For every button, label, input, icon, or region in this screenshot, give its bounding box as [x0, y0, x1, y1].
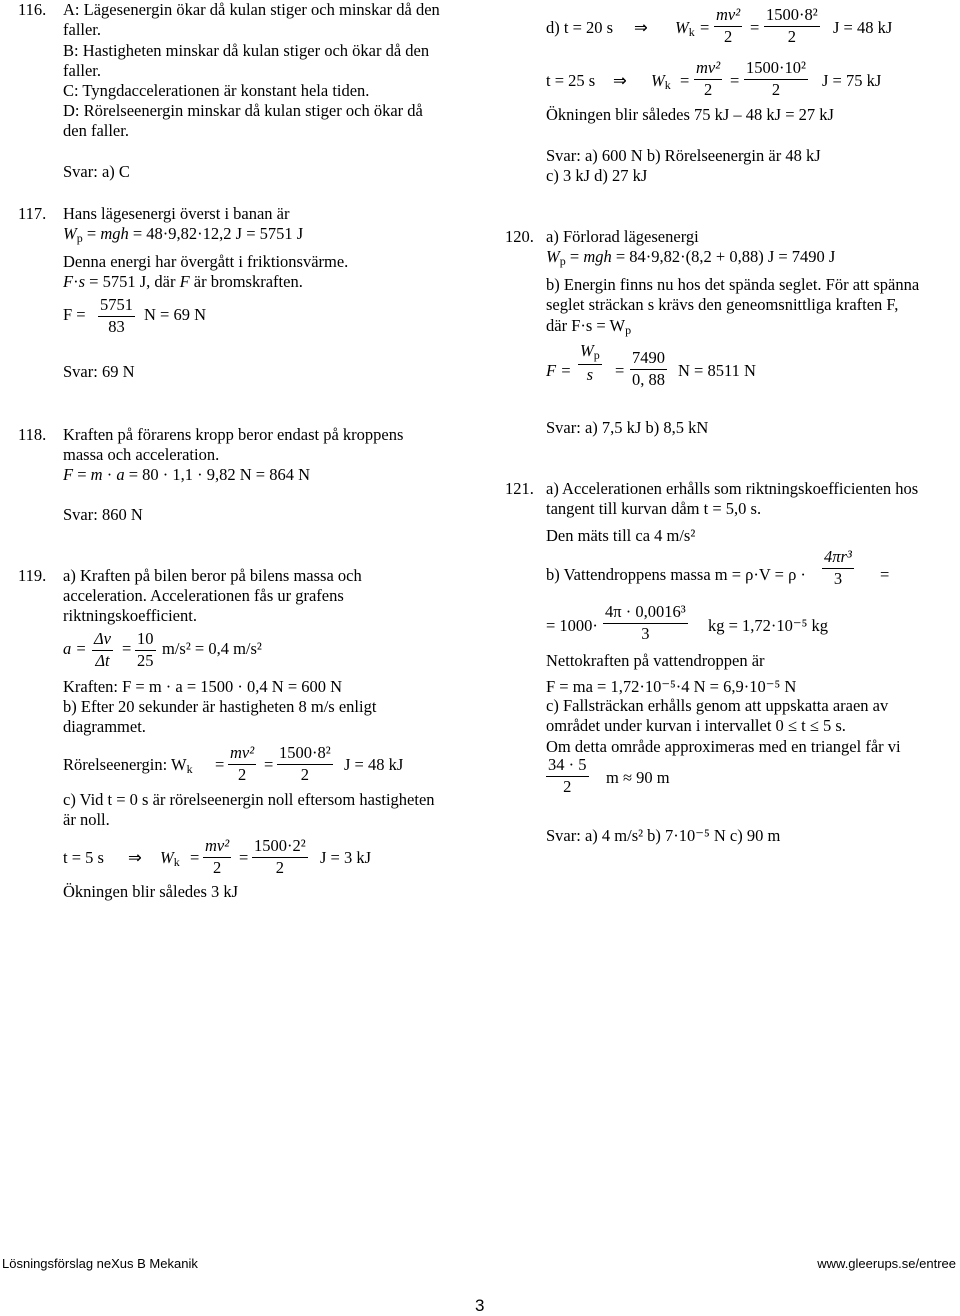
text-line: D: Rörelseenergin minskar då kulan stiger och ökar då	[63, 101, 423, 120]
equation-rhs: m/s² = 0,4 m/s²	[162, 639, 262, 658]
text-line: där $F\cdot s = W_p$	[546, 316, 632, 337]
answer: Svar: 860 N	[63, 505, 143, 524]
equation-line: F = ma = 1,72·10⁻⁵·4 N = 6,9·10⁻⁵ N	[546, 677, 797, 696]
fraction: $\frac{\text{1500·8²}}{2}$	[766, 5, 818, 46]
equals: =	[880, 565, 890, 584]
problem-number: 118.	[18, 425, 47, 444]
answer: Svar: a) 4 m/s² b) 7·10⁻⁵ N c) 90 m	[546, 826, 781, 845]
fraction: $\frac{\text{1500·8²}}{2}$	[279, 743, 331, 784]
answer: c) 3 kJ d) 27 kJ	[546, 166, 648, 185]
problem-number: 119.	[18, 566, 47, 585]
equation-lhs: b) Vattendroppens massa m = ρ·V = ρ ·	[546, 565, 806, 584]
text-line: Den mäts till ca 4 m/s²	[546, 526, 696, 545]
text-line: tangent till kurvan dåm t = 5,0 s.	[546, 499, 762, 518]
text-line: området under kurvan i intervallet 0 ≤ t ≤ 5 s.	[546, 716, 846, 735]
text-line: diagrammet.	[63, 717, 146, 736]
text-line: massa och acceleration.	[63, 445, 220, 464]
text-line: a) Accelerationen erhålls som riktningskoefficienten hos	[546, 479, 919, 498]
text-line: Ökningen blir således 3 kJ	[63, 882, 239, 901]
equals: =	[730, 71, 740, 90]
equation-lhs: F =	[63, 305, 86, 324]
text-line: C: Tyngdaccelerationen är konstant hela tiden.	[63, 81, 370, 100]
footer-title: Lösningsförslag neXus B Mekanik	[2, 1256, 198, 1271]
fraction: $\frac{\text{mv²}}{2}$	[716, 5, 741, 46]
text-line: a) Förlorad lägesenergi	[546, 227, 699, 246]
equation-line: $W_p$ = mgh = 84·9,82·(8,2 + 0,88) J = 7490 J	[546, 247, 836, 268]
energy-symbol: $W_k$	[160, 848, 180, 869]
equals: =	[680, 71, 690, 90]
text-line: är noll.	[63, 810, 110, 829]
equation-rhs: J = 48 kJ	[344, 755, 404, 774]
fraction: $\frac{7490}{0, 88}$	[632, 348, 665, 389]
fraction: $\frac{\text{4π · 0,0016³}}{3}$	[605, 602, 686, 643]
fraction: $\frac{\text{mv²}}{2}$	[230, 743, 255, 784]
problem-number: 117.	[18, 204, 47, 223]
fraction: $\frac{\text{4πr³}}{3}$	[824, 547, 852, 588]
fraction: $\frac{\text{1500·10²}}{2}$	[746, 58, 806, 99]
answer: Svar: a) 600 N b) Rörelseenergin är 48 kJ	[546, 146, 821, 165]
text-line: Nettokraften på vattendroppen är	[546, 651, 765, 670]
equals: =	[615, 361, 625, 380]
page-number: 3	[475, 1296, 485, 1315]
equation-rhs: J = 3 kJ	[320, 848, 372, 867]
equation-rhs: J = 75 kJ	[822, 71, 882, 90]
text-line: c) Fallsträckan erhålls genom att uppskatta araen av	[546, 696, 889, 715]
text-line: faller.	[63, 20, 102, 39]
equation-rhs: m ≈ 90 m	[606, 768, 670, 787]
problem-number: 120.	[505, 227, 534, 246]
footer-url: www.gleerups.se/entree	[817, 1256, 956, 1271]
text-line: Ökningen blir således 75 kJ – 48 kJ = 27 kJ	[546, 105, 834, 124]
equation-rhs: N = 69 N	[144, 305, 207, 324]
fraction: $\frac{10}{25}$	[137, 629, 154, 670]
text-line: faller.	[63, 61, 102, 80]
answer: Svar: a) C	[63, 162, 130, 181]
energy-symbol: $W_k$	[675, 18, 695, 39]
text-line: A: Lägesenergin ökar då kulan stiger och minskar då den	[63, 0, 440, 19]
fraction: $\frac{\text{mv²}}{2}$	[205, 836, 230, 877]
equals: =	[750, 18, 760, 37]
answer: Svar: a) 7,5 kJ b) 8,5 kN	[546, 418, 709, 437]
text-line: den faller.	[63, 121, 129, 140]
equation-rhs: kg = 1,72·10⁻⁵ kg	[708, 616, 829, 635]
equation-line: F·s = 5751 J, där F är bromskraften.	[63, 272, 303, 291]
text-line: Om detta område approximeras med en triangel får vi	[546, 737, 901, 756]
equation-lhs: = 1000·	[546, 616, 598, 635]
implies-arrow: ⇒	[613, 71, 627, 90]
text-line: B: Hastigheten minskar då kulan stiger och ökar då den	[63, 41, 430, 60]
energy-symbol: $W_k$	[651, 71, 671, 92]
equation-rhs: J = 48 kJ	[833, 18, 893, 37]
equation-lhs: t = 5 s	[63, 848, 104, 867]
fraction: $\frac{W_p}{s}$	[580, 341, 600, 384]
fraction: $\frac{5751}{83}$	[100, 295, 133, 336]
equation-lhs: t = 25 s	[546, 71, 596, 90]
equals: =	[239, 848, 249, 867]
fraction: $\frac{34 \cdot 5}{2}$	[548, 755, 587, 796]
fraction: $\frac{\text{1500·2²}}{2}$	[254, 836, 306, 877]
implies-arrow: ⇒	[128, 848, 142, 867]
text-line: a) Kraften på bilen beror på bilens massa och	[63, 566, 362, 585]
fraction: $\frac{\Delta v}{\Delta t}$	[94, 629, 112, 670]
text-line: c) Vid t = 0 s är rörelseenergin noll eftersom hastigheten	[63, 790, 435, 809]
problem-number: 121.	[505, 479, 534, 498]
equation-lhs: d) t = 20 s	[546, 18, 614, 37]
problem-number: 116.	[18, 0, 47, 19]
text-line: Denna energi har övergått i friktionsvärme.	[63, 252, 349, 271]
equation-line: $W_p$ = mgh = 48·9,82·12,2 J = 5751 J	[63, 224, 304, 245]
text-line: b) Energin finns nu hos det spända seglet. För att spänna	[546, 275, 920, 294]
text-line: Hans lägesenergi överst i banan är	[63, 204, 290, 223]
equals: =	[700, 18, 710, 37]
text-line: acceleration. Accelerationen fås ur grafens	[63, 586, 344, 605]
equals: =	[264, 755, 274, 774]
equation-lhs: F =	[546, 361, 572, 380]
equals: =	[215, 755, 225, 774]
equals: =	[190, 848, 200, 867]
equation-rhs: N = 8511 N	[678, 361, 756, 380]
text-line: Kraften: F = m · a = 1500 · 0,4 N = 600 N	[63, 677, 343, 696]
equation-lhs: a =	[63, 639, 87, 658]
equals: =	[122, 639, 132, 658]
text-line: b) Efter 20 sekunder är hastigheten 8 m/s enligt	[63, 697, 377, 716]
text-line: seglet sträckan s krävs den geneomsnittliga kraften F,	[546, 295, 899, 314]
answer: Svar: 69 N	[63, 362, 135, 381]
equation-line: F = m · a = 80 · 1,1 · 9,82 N = 864 N	[63, 465, 311, 484]
text-line: Kraften på förarens kropp beror endast på kroppens	[63, 425, 404, 444]
equation-lhs: Rörelseenergin: $W_k$	[63, 755, 193, 776]
implies-arrow: ⇒	[634, 18, 648, 37]
fraction: $\frac{\text{mv²}}{2}$	[696, 58, 721, 99]
text-line: riktningskoefficient.	[63, 606, 197, 625]
